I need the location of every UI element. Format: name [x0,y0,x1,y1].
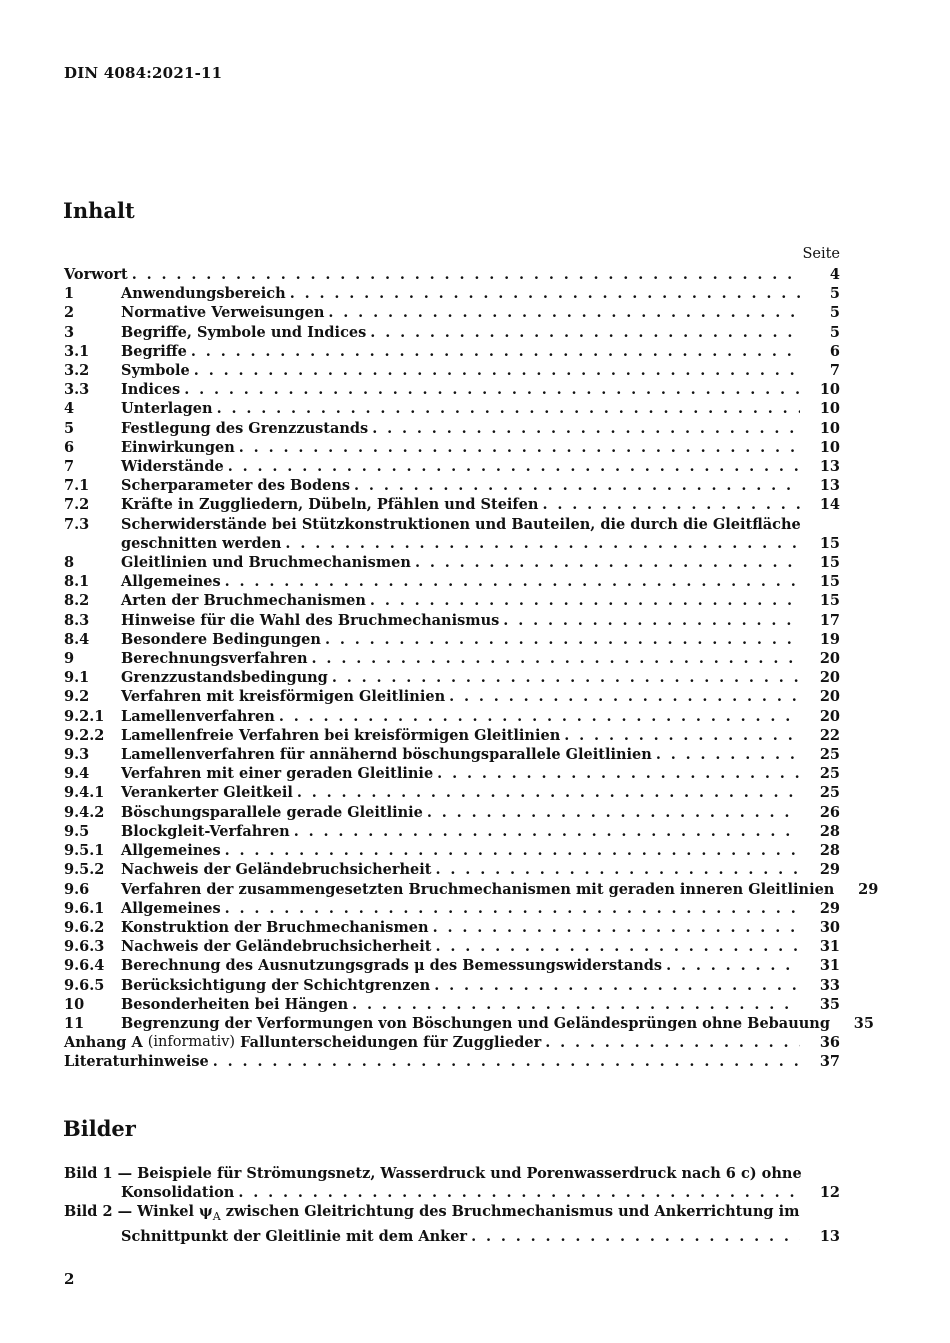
figure-entry-label: Bild 1 — Beispiele für Strömungsnetz, Wasserdruck und Porenwasserdruck nach 6 c) ohne [64,1165,802,1182]
toc-entry-number: 9.6.4 [64,957,105,975]
figure-entry-page: 12 [819,1184,840,1202]
toc-entry-page: 19 [819,630,840,648]
toc-entry-number: 1 [64,285,75,303]
dot-leader [239,438,800,457]
dot-leader [370,323,800,342]
toc-entry-title: Arten der Bruchmechanismen [121,592,366,610]
dot-leader [217,399,800,418]
dot-leader [372,419,800,438]
toc-entry-page: 26 [819,803,840,821]
toc-entry[interactable] [64,591,840,610]
toc-entry-page: 25 [819,765,840,783]
toc-entry-number: 9.3 [64,746,90,764]
toc-entry-page: 15 [819,573,840,591]
toc-entry-number: 9.6.5 [64,976,105,994]
toc-entry-title: Verfahren mit einer geraden Gleitlinie [121,765,434,783]
toc-entry-number: 7.2 [64,496,90,514]
toc-entry-number: 9 [64,650,75,668]
toc-entry-title: Fallunterscheidungen für Zugglieder [240,1034,542,1052]
toc-entry-title: Lamellenverfahren [121,707,275,725]
table-of-contents [64,265,879,1072]
toc-entry[interactable] [64,803,840,822]
toc-entry[interactable] [64,303,840,322]
toc-entry-qualifier: (informativ) [147,1034,236,1051]
toc-entry-number: 9.6.1 [64,899,105,917]
figure-entry-title-continued: Konsolidation [121,1184,235,1202]
toc-entry-page: 25 [819,784,840,802]
toc-entry[interactable] [64,707,840,726]
toc-entry-title: Verfahren mit kreisförmigen Gleitlinien [121,688,446,706]
toc-entry-number: 6 [64,438,75,456]
toc-entry[interactable] [64,1014,874,1033]
toc-entry-title: Besondere Bedingungen [121,630,321,648]
document-id: DIN 4084:2021-11 [64,64,223,82]
toc-entry-title: Anwendungsbereich [121,285,286,303]
toc-entry[interactable] [64,495,840,514]
toc-entry[interactable] [64,649,840,668]
toc-entry-title: Kräfte in Zuggliedern, Dübeln, Pfählen und Steifen [121,496,539,514]
toc-entry-title: Begrenzung der Verformungen von Böschungen und Geländesprüngen ohne Bebauung [121,1014,830,1032]
toc-entry[interactable] [64,937,840,956]
toc-entry-number: 8.1 [64,573,90,591]
toc-entry[interactable] [64,880,879,899]
toc-entry-title: Berücksichtigung der Schichtgrenzen [121,976,431,994]
dot-leader [194,361,800,380]
toc-entry-number: 4 [64,400,75,418]
figure-entry-title-continued: Schnittpunkt der Gleitlinie mit dem Anker [121,1227,468,1245]
toc-entry[interactable] [64,476,840,495]
toc-entry-number: Vorwort [64,266,128,283]
toc-entry[interactable] [64,899,840,918]
toc-entry-page: 29 [819,899,840,917]
toc-entry-page: 7 [829,362,840,380]
toc-entry-title: Gleitlinien und Bruchmechanismen [121,554,411,572]
toc-entry-title: Normative Verweisungen [121,304,325,322]
dot-leader [328,303,800,322]
toc-entry-number: 9.1 [64,669,90,687]
toc-entry-title: Lamellenverfahren für annähernd böschungsparallele Gleitlinien [121,746,652,764]
toc-entry-page: 35 [853,1014,874,1032]
figure-entry-continuation[interactable] [64,1227,840,1246]
toc-entry-page: 5 [829,304,840,322]
toc-entry-number: 8.3 [64,611,90,629]
toc-entry-title: Verankerter Gleitkeil [121,784,293,802]
toc-entry-number: 3 [64,323,75,341]
figure-entry-label: Bild 2 — Winkel ψ [64,1203,213,1221]
dot-leader [294,822,800,841]
toc-entry-title: Widerstände [121,458,224,476]
dot-leader [225,899,800,918]
toc-entry[interactable] [64,630,840,649]
toc-entry-title: Allgemeines [121,842,221,860]
toc-entry[interactable] [64,976,840,995]
dot-leader [564,726,800,745]
dot-leader [279,707,800,726]
toc-entry[interactable] [64,956,840,975]
toc-entry-title: Symbole [121,362,190,380]
toc-entry[interactable] [64,995,840,1014]
figure-entry-continuation[interactable] [64,1183,840,1202]
toc-entry-page: 20 [819,650,840,668]
toc-entry-title: Allgemeines [121,573,221,591]
dot-leader [238,1183,800,1202]
dot-leader [434,976,800,995]
dot-leader [433,918,800,937]
dot-leader [415,553,800,572]
toc-entry-number: 9.6.2 [64,918,105,936]
toc-entry-number: 7.1 [64,477,90,495]
figure-entry-subscript: A [212,1210,221,1224]
toc-entry[interactable] [64,553,840,572]
toc-entry-page: 15 [819,534,840,552]
toc-entry-page: 20 [819,688,840,706]
toc-entry-number: 8 [64,554,75,572]
toc-entry-page: 10 [819,419,840,437]
toc-entry[interactable] [64,783,840,802]
toc-entry-title: Indices [121,381,181,399]
toc-entry-continuation[interactable] [64,534,840,553]
toc-entry[interactable] [64,419,840,438]
toc-entry-title: Begriffe [121,342,187,360]
toc-entry-page: 28 [819,822,840,840]
toc-entry-number: 9.5.2 [64,861,105,879]
toc-entry[interactable] [64,726,840,745]
toc-entry-number: 9.5 [64,822,90,840]
toc-entry-page: 29 [819,861,840,879]
dot-leader [290,284,800,303]
toc-entry-title: Lamellenfreie Verfahren bei kreisförmigen Gleitlinien [121,726,561,744]
toc-entry-number: 8.2 [64,592,90,610]
toc-entry[interactable] [64,515,840,534]
toc-entry-page: 28 [819,842,840,860]
toc-entry-page: 10 [819,400,840,418]
toc-entry-page: 22 [819,726,840,744]
toc-entry-page: 6 [829,342,840,360]
toc-entry-title: Unterlagen [121,400,213,418]
toc-entry[interactable] [64,841,840,860]
toc-entry[interactable] [64,918,840,937]
figure-entry[interactable] [64,1164,840,1183]
dot-leader [312,649,800,668]
dot-leader [297,783,800,802]
toc-entry-title: Begriffe, Symbole und Indices [121,323,367,341]
toc-entry-title: Blockgleit-Verfahren [121,822,290,840]
toc-entry-number: 7 [64,458,75,476]
toc-entry-page: 5 [829,323,840,341]
dot-leader [228,457,800,476]
toc-entry-page: 17 [819,611,840,629]
figure-entry-label-rest: zwischen Gleitrichtung des Bruchmechanismus und Ankerrichtung im [220,1203,800,1221]
toc-entry-number: 9.6.3 [64,938,105,956]
toc-entry-number: 10 [64,995,85,1013]
toc-entry-title: Berechnungsverfahren [121,650,308,668]
dot-leader [285,534,800,553]
figures-heading: Bilder [63,1116,136,1141]
dot-leader [213,1052,800,1071]
page-number: 2 [64,1270,75,1288]
toc-entry-number: 9.4 [64,765,90,783]
dot-leader [184,380,800,399]
toc-entry[interactable] [64,380,840,399]
toc-entry-title: Nachweis der Geländebruchsicherheit [121,938,432,956]
toc-entry-title: Nachweis der Geländebruchsicherheit [121,861,432,879]
toc-entry-title: Konstruktion der Bruchmechanismen [121,918,429,936]
figure-entry-page: 13 [819,1227,840,1245]
toc-entry-number: 11 [64,1014,85,1032]
dot-leader [325,630,800,649]
dot-leader [354,476,800,495]
page-column-label: Seite [802,246,840,262]
toc-entry-page: 31 [819,957,840,975]
toc-entry-page: 29 [858,880,879,898]
toc-heading: Inhalt [63,198,135,223]
toc-entry-number: 3.1 [64,342,90,360]
toc-entry-number: Anhang A [64,1034,143,1052]
dot-leader [545,1033,800,1052]
dot-leader [471,1227,800,1246]
toc-entry[interactable] [64,399,840,418]
toc-entry-number: 3.2 [64,362,90,380]
toc-entry[interactable] [64,668,840,687]
toc-entry-page: 30 [819,918,840,936]
toc-entry-title: Böschungsparallele gerade Gleitlinie [121,803,423,821]
toc-entry[interactable] [64,457,840,476]
toc-entry-number: 8.4 [64,630,90,648]
toc-entry-number: 7.3 [64,515,90,533]
toc-entry-title: Einwirkungen [121,438,235,456]
toc-entry-number: 9.2.2 [64,726,105,744]
toc-entry-number: 9.6 [64,880,90,898]
toc-entry[interactable] [64,764,840,783]
toc-entry-number: 2 [64,304,75,322]
dot-leader [132,265,800,284]
dot-leader [427,803,800,822]
figures-list [64,1164,840,1246]
toc-entry-title: Scherparameter des Bodens [121,477,351,495]
toc-entry-page: 25 [819,746,840,764]
toc-entry[interactable] [64,611,840,630]
toc-entry-page: 20 [819,707,840,725]
toc-entry-page: 13 [819,458,840,476]
toc-entry[interactable] [64,265,840,284]
toc-entry-page: 20 [819,669,840,687]
toc-entry-title-continued: geschnitten werden [121,534,282,552]
toc-entry-number: 3.3 [64,381,90,399]
toc-entry-number: 9.4.2 [64,803,105,821]
toc-entry-number: Literaturhinweise [64,1053,209,1071]
toc-entry-number: 5 [64,419,75,437]
dot-leader [225,841,800,860]
dot-leader [656,745,800,764]
toc-entry[interactable] [64,323,840,342]
dot-leader [542,495,800,514]
dot-leader [332,668,800,687]
toc-entry-page: 14 [819,496,840,514]
toc-entry-page: 5 [829,285,840,303]
toc-entry-title: Allgemeines [121,899,221,917]
toc-entry-page: 36 [819,1034,840,1052]
toc-entry[interactable] [64,361,840,380]
toc-entry-title: Verfahren der zusammengesetzten Bruchmechanismen mit geraden inneren Gleitlinien [121,880,835,898]
toc-entry-number: 9.4.1 [64,784,105,802]
toc-entry[interactable] [64,1052,840,1071]
toc-entry[interactable] [64,745,840,764]
toc-entry[interactable] [64,822,840,841]
toc-entry[interactable] [64,438,840,457]
toc-entry[interactable] [64,342,840,361]
figure-entry[interactable] [64,1202,840,1226]
toc-entry-title: Scherwiderstände bei Stützkonstruktionen und Bauteilen, die durch die Gleitfläche [121,515,801,533]
toc-entry-title: Festlegung des Grenzzustands [121,419,369,437]
toc-entry[interactable] [64,860,840,879]
dot-leader [666,956,800,975]
toc-entry[interactable] [64,572,840,591]
dot-leader [449,687,800,706]
toc-entry-page: 13 [819,477,840,495]
toc-entry-page: 33 [819,976,840,994]
toc-entry-page: 10 [819,438,840,456]
toc-entry[interactable] [64,284,840,303]
toc-entry-title: Grenzzustandsbedingung [121,669,328,687]
dot-leader [370,591,800,610]
dot-leader [225,572,800,591]
dot-leader [503,611,800,630]
toc-entry[interactable] [64,687,840,706]
toc-entry-page: 37 [819,1053,840,1071]
toc-entry-page: 10 [819,381,840,399]
toc-entry-number: 9.2 [64,688,90,706]
toc-entry-page: 15 [819,554,840,572]
toc-entry-page: 15 [819,592,840,610]
dot-leader [352,995,800,1014]
dot-leader [436,937,801,956]
toc-entry-number: 9.2.1 [64,707,105,725]
dot-leader [191,342,800,361]
toc-entry-title: Hinweise für die Wahl des Bruchmechanismus [121,611,500,629]
toc-entry[interactable] [64,1033,840,1052]
dot-leader [436,860,801,879]
toc-entry-page: 4 [829,266,840,283]
toc-entry-page: 31 [819,938,840,956]
toc-entry-title: Besonderheiten bei Hängen [121,995,349,1013]
toc-entry-page: 35 [819,995,840,1013]
toc-entry-number: 9.5.1 [64,842,105,860]
toc-entry-title: Berechnung des Ausnutzungsgrads μ des Bemessungswiderstands [121,957,663,975]
dot-leader [437,764,800,783]
